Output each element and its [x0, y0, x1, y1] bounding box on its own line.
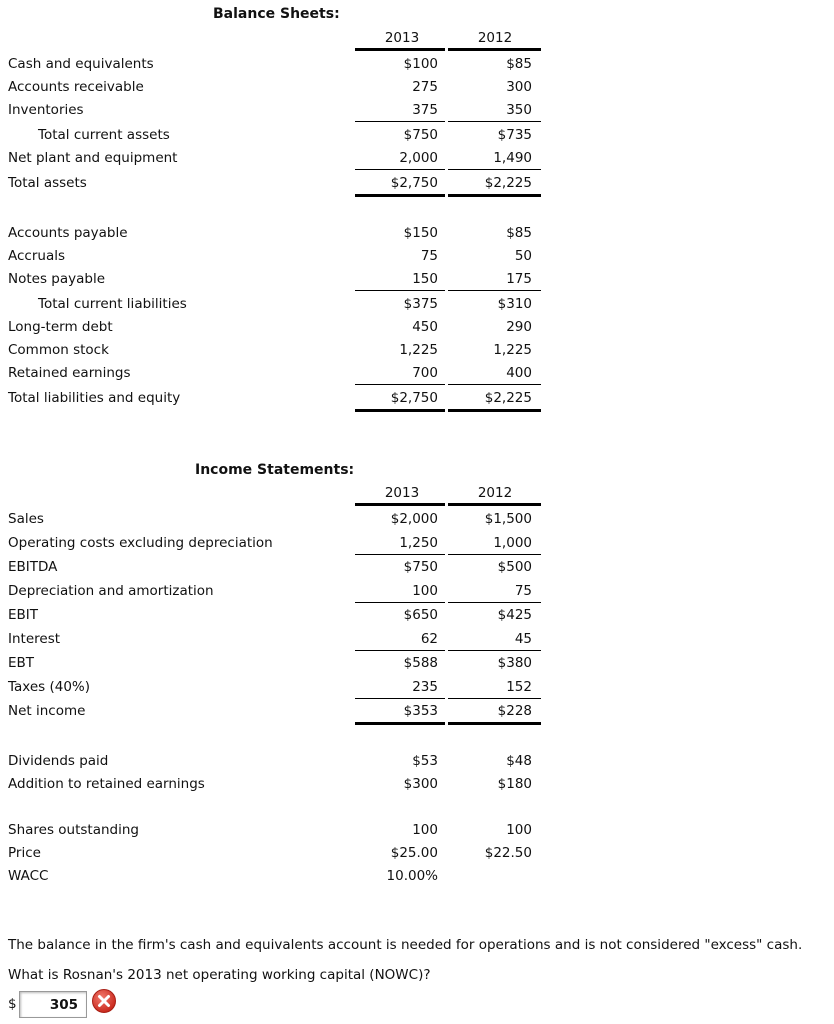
subtotal-rule	[355, 602, 445, 603]
value-2013: $150	[403, 225, 438, 241]
row-label: Depreciation and amortization	[8, 583, 214, 599]
value-2012: $2,225	[484, 390, 532, 406]
value-2013: 450	[412, 319, 438, 335]
subtotal-rule	[355, 698, 445, 699]
value-2013: $100	[403, 56, 438, 72]
answer-input[interactable]	[19, 991, 87, 1018]
row-label: Total current assets	[38, 127, 170, 143]
is-year-2013: 2013	[384, 485, 420, 501]
subtotal-rule	[448, 650, 541, 651]
total-rule	[355, 194, 445, 197]
row-label: Common stock	[8, 342, 109, 358]
value-2012: $22.50	[484, 845, 532, 861]
value-2012: $1,500	[484, 511, 532, 527]
row-label: Taxes (40%)	[8, 679, 91, 695]
total-rule	[355, 722, 445, 725]
row-label: Sales	[8, 511, 44, 527]
value-2013: $650	[403, 607, 438, 623]
total-rule	[448, 194, 541, 197]
value-2013: $750	[403, 127, 438, 143]
row-label: WACC	[8, 868, 49, 884]
value-2013: $2,000	[390, 511, 438, 527]
value-2012: $228	[497, 703, 532, 719]
value-2012: $380	[497, 655, 532, 671]
subtotal-rule	[355, 121, 445, 122]
row-label: Accounts payable	[8, 225, 128, 241]
row-label: Accruals	[8, 248, 66, 264]
income-statements-title: Income Statements:	[195, 462, 355, 478]
value-2012: 75	[514, 583, 532, 599]
value-2012: 1,490	[493, 150, 532, 166]
value-2013: 100	[412, 583, 438, 599]
value-2013: $53	[412, 753, 438, 769]
row-label: Total current liabilities	[38, 296, 187, 312]
is-year-2012: 2012	[477, 485, 513, 501]
value-2013: 375	[412, 102, 438, 118]
value-2012: $48	[506, 753, 532, 769]
row-label: Net income	[8, 703, 86, 719]
row-label: Price	[8, 845, 41, 861]
value-2013: 10.00%	[386, 868, 438, 884]
row-label: Notes payable	[8, 271, 106, 287]
value-2013: 100	[412, 822, 438, 838]
value-2012: 1,000	[493, 535, 532, 551]
bs-year-2012: 2012	[477, 30, 513, 46]
subtotal-rule	[355, 384, 445, 385]
value-2012: $735	[497, 127, 532, 143]
bs-header-rule-2012	[448, 48, 541, 51]
value-2012: $2,225	[484, 175, 532, 191]
value-2012: 152	[506, 679, 532, 695]
row-label: Inventories	[8, 102, 84, 118]
value-2013: $750	[403, 559, 438, 575]
value-2012: 400	[506, 365, 532, 381]
value-2013: 2,000	[399, 150, 438, 166]
balance-sheets-title: Balance Sheets:	[213, 6, 340, 22]
value-2012: 350	[506, 102, 532, 118]
value-2013: $588	[403, 655, 438, 671]
bs-header-rule-2013	[355, 48, 445, 51]
value-2012: $425	[497, 607, 532, 623]
subtotal-rule	[355, 169, 445, 170]
value-2013: 1,225	[399, 342, 438, 358]
row-label: Addition to retained earnings	[8, 776, 205, 792]
value-2013: $25.00	[390, 845, 438, 861]
value-2012: $85	[506, 56, 532, 72]
subtotal-rule	[448, 698, 541, 699]
row-label: EBITDA	[8, 559, 58, 575]
subtotal-rule	[448, 121, 541, 122]
question-prompt: What is Rosnan's 2013 net operating working capital (NOWC)?	[8, 967, 431, 983]
value-2012: $180	[497, 776, 532, 792]
row-label: Total liabilities and equity	[8, 390, 181, 406]
subtotal-rule	[355, 554, 445, 555]
value-2012: 1,225	[493, 342, 532, 358]
is-header-rule-2013	[355, 503, 445, 506]
subtotal-rule	[355, 290, 445, 291]
value-2012: 45	[514, 631, 532, 647]
value-2013: 235	[412, 679, 438, 695]
subtotal-rule	[448, 169, 541, 170]
row-label: Long-term debt	[8, 319, 113, 335]
total-rule	[448, 722, 541, 725]
subtotal-rule	[448, 290, 541, 291]
bs-year-2013: 2013	[384, 30, 420, 46]
value-2012: $500	[497, 559, 532, 575]
subtotal-rule	[355, 650, 445, 651]
currency-symbol: $	[8, 996, 17, 1012]
row-label: Total assets	[8, 175, 87, 191]
value-2013: $300	[403, 776, 438, 792]
value-2013: 150	[412, 271, 438, 287]
row-label: Operating costs excluding depreciation	[8, 535, 273, 551]
row-label: Shares outstanding	[8, 822, 139, 838]
total-rule	[355, 409, 445, 412]
value-2013: 700	[412, 365, 438, 381]
row-label: Cash and equivalents	[8, 56, 154, 72]
value-2013: 1,250	[399, 535, 438, 551]
row-label: Interest	[8, 631, 61, 647]
total-rule	[448, 409, 541, 412]
subtotal-rule	[448, 554, 541, 555]
value-2012: 100	[506, 822, 532, 838]
value-2013: $2,750	[390, 390, 438, 406]
row-label: Retained earnings	[8, 365, 131, 381]
row-label: EBT	[8, 655, 35, 671]
row-label: Accounts receivable	[8, 79, 144, 95]
subtotal-rule	[448, 602, 541, 603]
value-2012: $85	[506, 225, 532, 241]
value-2013: $375	[403, 296, 438, 312]
row-label: EBIT	[8, 607, 39, 623]
value-2013: $353	[403, 703, 438, 719]
row-label: Dividends paid	[8, 753, 109, 769]
value-2013: 62	[420, 631, 438, 647]
value-2013: 275	[412, 79, 438, 95]
subtotal-rule	[448, 384, 541, 385]
value-2013: 75	[420, 248, 438, 264]
value-2012: $310	[497, 296, 532, 312]
question-note: The balance in the firm's cash and equivalents account is needed for operations and is not considered "excess" cash.	[8, 937, 803, 953]
is-header-rule-2012	[448, 503, 541, 506]
answer-value: 305	[49, 997, 78, 1013]
value-2012: 50	[514, 248, 532, 264]
value-2012: 175	[506, 271, 532, 287]
value-2012: 300	[506, 79, 532, 95]
incorrect-x-icon	[91, 988, 117, 1014]
row-label: Net plant and equipment	[8, 150, 178, 166]
value-2012: 290	[506, 319, 532, 335]
value-2013: $2,750	[390, 175, 438, 191]
